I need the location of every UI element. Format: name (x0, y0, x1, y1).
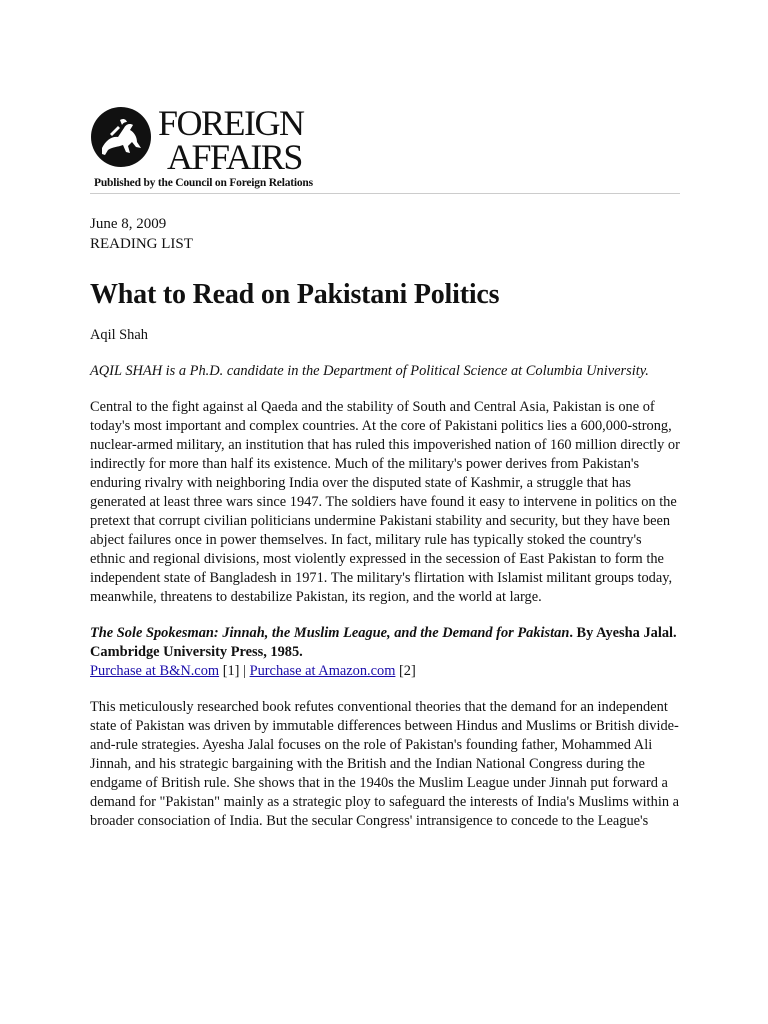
book-title: The Sole Spokesman: Jinnah, the Muslim League, and the Demand for Pakistan (90, 625, 570, 641)
horseman-emblem-icon (90, 106, 152, 168)
purchase-links (90, 662, 680, 681)
article-date: June 8, 2009 (90, 216, 167, 232)
logo-line-2: AFFAIRS (167, 137, 302, 174)
purchase-bn-link[interactable]: Purchase at B&N.com (90, 663, 220, 679)
logo-line-1: FOREIGN (158, 104, 304, 143)
book-byline: . By Ayesha Jalal. Cambridge University Press, 1985. (90, 625, 677, 660)
book-review-paragraph: This meticulously researched book refutes conventional theories that the demand for an independent state of Pakistan was driven by immutable differences between Hindus and Muslims or British divide-and-rule strategies. Ayesha Jalal focuses on the role of Pakistan's founding father, Mohammed Ali Jinnah, and his strategic bargaining with the British and the Indian National Congress during the endgame of British rule. She shows that in the 1940s the Muslim League under Jinnah put forward a demand for "Pakistan" mainly as a strategic ploy to safeguard the interests of India's Muslims within a broader consociation of India. But the secular Congress' intransigence to concede to the League's (90, 699, 680, 829)
ref-1: [1] | (219, 663, 250, 679)
article (90, 214, 680, 831)
ref-2: [2] (395, 663, 416, 679)
foreign-affairs-logo (158, 104, 328, 174)
publisher-line: Published by the Council on Foreign Relations (94, 177, 313, 189)
purchase-amazon-link[interactable]: Purchase at Amazon.com (249, 663, 396, 679)
masthead (90, 104, 680, 196)
article-section: READING LIST (90, 236, 193, 252)
book-heading (90, 624, 680, 662)
article-title: What to Read on Pakistani Politics (90, 279, 500, 310)
article-author: Aqil Shah (90, 327, 148, 343)
intro-paragraph: Central to the fight against al Qaeda and the stability of South and Central Asia, Pakistan is one of today's most important and complex countries. At the core of Pakistani politics lies a 600,000-strong, nuclear-armed military, an institution that has ruled this impoverished nation of 160 million directly or indirectly for more than half its existence. Much of the military's power derives from Pakistan's enduring rivalry with neighboring India over the disputed state of Kashmir, a struggle that has generated at least three wars since 1947. The soldiers have found it easy to intervene in politics on the pretext that corrupt civilian politicians undermine Pakistani stability and security, but they have been abject failures once in power themselves. In fact, military rule has typically stoked the country's ethnic and regional divisions, most violently expressed in the secession of East Pakistan to form the independent state of Bangladesh in 1971. The military's flirtation with Islamist militant groups today, meanwhile, threatens to destabilize Pakistan, its region, and the world at large. (90, 399, 680, 605)
header-divider (90, 193, 680, 194)
author-bio: AQIL SHAH is a Ph.D. candidate in the Department of Political Science at Columbia University. (90, 363, 649, 379)
